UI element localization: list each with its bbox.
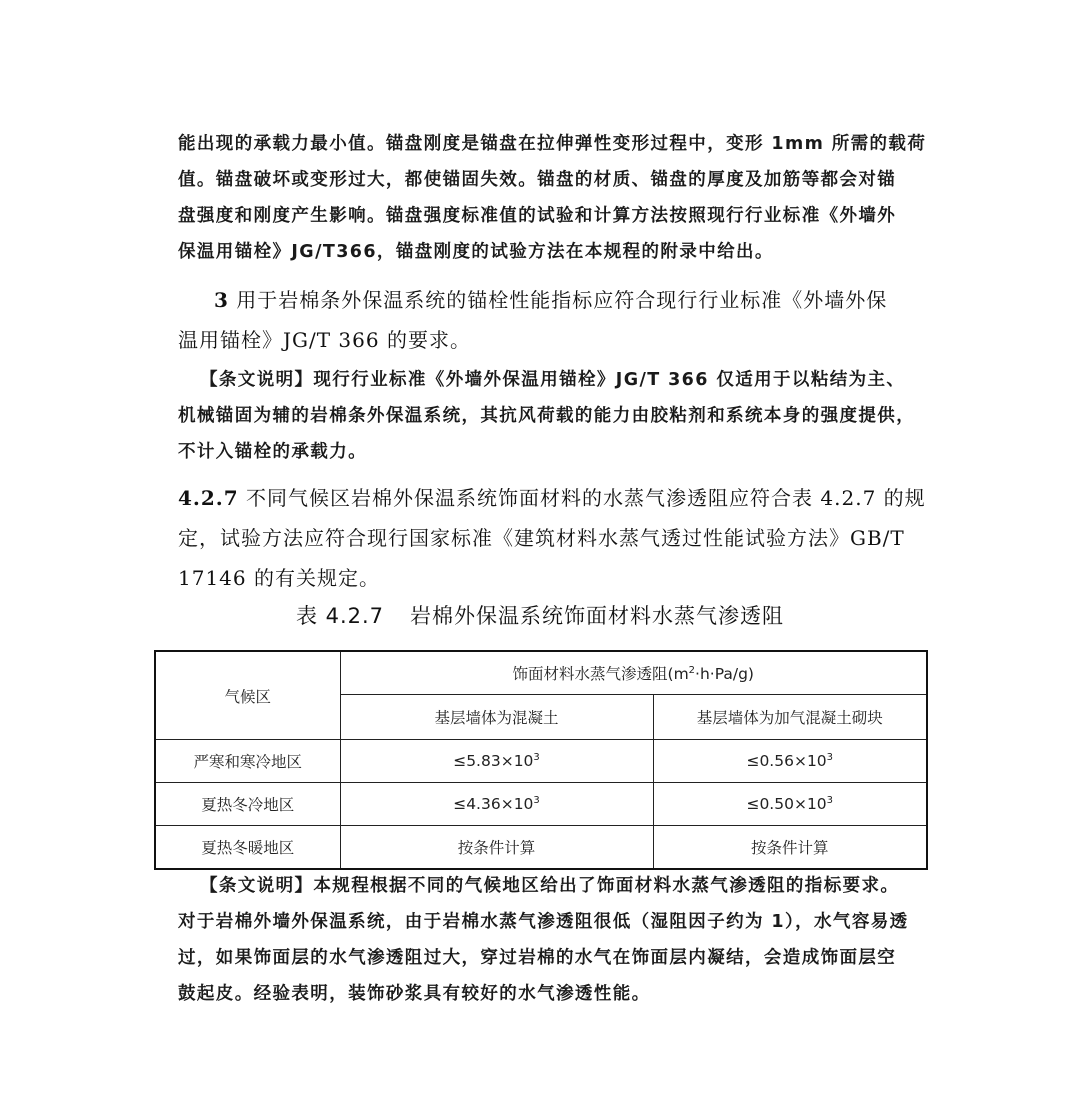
cell-zone: 夏热冬冷地区	[155, 783, 340, 826]
explanation-top	[178, 126, 927, 270]
cell-concrete: 按条件计算	[340, 826, 653, 870]
clause-3	[178, 280, 918, 360]
cell-aerated: 按条件计算	[653, 826, 927, 870]
text-line: 过，如果饰面层的水气渗透阻过大，穿过岩棉的水气在饰面层内凝结，会造成饰面层空	[178, 948, 897, 968]
cell-concrete	[340, 783, 653, 826]
table-row	[155, 783, 927, 826]
cell-concrete	[340, 740, 653, 783]
clause-3-line	[178, 280, 918, 320]
superscript: 3	[533, 752, 540, 763]
superscript: 2	[688, 665, 696, 676]
superscript: 3	[533, 795, 540, 806]
text-line: 能出现的承载力最小值。锚盘刚度是锚盘在拉伸弹性变形过程中，变形 1mm 所需的载荷	[178, 134, 927, 154]
header-concrete: 基层墙体为混凝土	[340, 695, 653, 740]
text-line: 【条文说明】本规程根据不同的气候地区给出了饰面材料水蒸气渗透阻的指标要求。	[200, 876, 900, 896]
header-vapor-resistance	[340, 651, 927, 695]
text-line: 对于岩棉外墙外保温系统，由于岩棉水蒸气渗透阻很低（湿阻因子约为 1），水气容易透	[178, 912, 909, 932]
table-row	[155, 740, 927, 783]
clause-number: 4.2.7	[178, 486, 239, 510]
text-line: 不计入锚栓的承载力。	[178, 442, 367, 462]
cell-value: ≤5.83×10	[453, 752, 534, 770]
clause-3-line: 温用锚栓》JG/T 366 的要求。	[178, 328, 471, 352]
superscript: 3	[826, 795, 834, 806]
table-caption	[0, 600, 1080, 630]
cell-value: ≤4.36×10	[453, 795, 534, 813]
text-line: 鼓起皮。经验表明，装饰砂浆具有较好的水气渗透性能。	[178, 984, 651, 1004]
cell-aerated	[653, 740, 927, 783]
header-aerated-concrete: 基层墙体为加气混凝土砌块	[653, 695, 927, 740]
cell-zone: 严寒和寒冷地区	[155, 740, 340, 783]
header-climate-zone: 气候区	[155, 651, 340, 740]
cell-aerated	[653, 783, 927, 826]
text-line: 【条文说明】现行行业标准《外墙外保温用锚栓》JG/T 366 仅适用于以粘结为主、	[200, 370, 906, 390]
table-header-row	[155, 651, 927, 695]
superscript: 3	[826, 752, 834, 763]
text-line: 值。锚盘破坏或变形过大，都使锚固失效。锚盘的材质、锚盘的厚度及加筋等都会对锚	[178, 170, 897, 190]
clause-text: 用于岩棉条外保温系统的锚栓性能指标应符合现行行业标准《外墙外保	[236, 288, 888, 312]
text-line: 机械锚固为辅的岩棉条外保温系统，其抗风荷载的能力由胶粘剂和系统本身的强度提供，	[178, 406, 916, 426]
header-text: ·h·Pa/g)	[695, 665, 754, 683]
cell-value: ≤0.56×10	[746, 752, 827, 770]
clause-text: 不同气候区岩棉外保温系统饰面材料的水蒸气渗透阻应符合表 4.2.7 的规	[246, 486, 926, 510]
vapor-resistance-table	[154, 650, 928, 870]
cell-zone: 夏热冬暖地区	[155, 826, 340, 870]
explanation-bottom	[178, 868, 918, 1012]
cell-value: ≤0.50×10	[746, 795, 827, 813]
text-line: 保温用锚栓》JG/T366，锚盘刚度的试验方法在本规程的附录中给出。	[178, 242, 774, 262]
explanation-mid	[178, 362, 918, 470]
table-row	[155, 826, 927, 870]
clause-4-2-7-line: 17146 的有关规定。	[178, 566, 380, 590]
clause-4-2-7-line	[178, 478, 926, 518]
text-line: 盘强度和刚度产生影响。锚盘强度标准值的试验和计算方法按照现行行业标准《外墙外	[178, 206, 897, 226]
clause-number: 3	[214, 288, 229, 312]
header-text: 饰面材料水蒸气渗透阻(m	[512, 665, 689, 683]
clause-4-2-7-line: 定，试验方法应符合现行国家标准《建筑材料水蒸气透过性能试验方法》GB/T	[178, 526, 905, 550]
table-title: 岩棉外保温系统饰面材料水蒸气渗透阻	[410, 604, 785, 628]
clause-4-2-7	[178, 478, 926, 598]
table-number: 表 4.2.7	[295, 604, 385, 628]
